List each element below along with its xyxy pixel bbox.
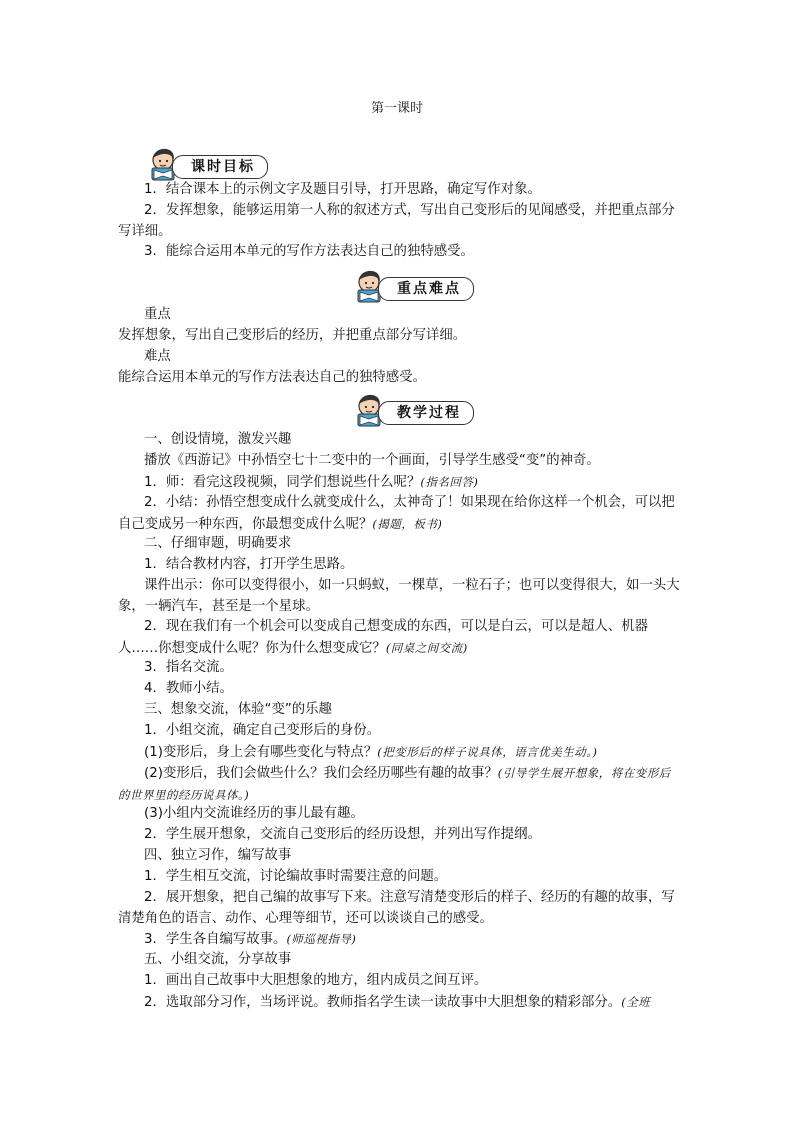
section-heading: 三、想象交流，体验“变”的乐趣 [144,702,332,717]
teacher-note: (把变形后的样子说具体，语言优美生动。) [377,745,598,759]
paragraph-text: 3．学生各自编写故事。 [144,932,287,947]
paragraph: 播放《西游记》中孙悟空七十二变中的一个画面，引导学生感受“变”的神奇。 [144,453,600,468]
section-heading: 五、小组交流，分享故事 [144,952,292,967]
paragraph [118,493,680,535]
objective-3: 3．能综合运用本单元的写作方法表达自己的独特感受。 [144,244,474,259]
paragraph [118,617,680,659]
page-title: 第一课时 [370,101,423,116]
objective-2: 2．发挥想象，能够运用第一人称的叙述方式，写出自己变形后的见闻感受，并把重点部分写详细。 [118,203,675,239]
paragraph: 4．教师小结。 [144,681,233,696]
paragraph-text: 1．师：看完这段视频，同学们想说些什么呢？ [144,475,421,490]
paragraph: 1．小组交流，确定自己变形后的身份。 [144,723,381,738]
teacher-note: (指名回答) [420,475,479,489]
paragraph: 课件出示：你可以变得很小，如一只蚂蚁，一棵草，一粒石子；也可以变得很大，如一头大象，一辆汽车，甚至是一个星球。 [118,578,680,614]
paragraph: 2．学生展开想象，交流自己变形后的经历设想，并列出写作提纲。 [144,827,541,842]
section-badge-key-points [354,274,466,304]
key-point-heading: 重点 [144,307,171,322]
badge-label: 课时目标 [172,155,268,179]
paragraph: 2．展开想象，把自己编的故事写下来。注意写清楚变形后的样子、经历的有趣的故事，写清楚角色的语言、动作、心理等细节，还可以谈谈自己的感受。 [118,890,675,926]
objective-1: 1．结合课本上的示例文字及题目引导，打开思路，确定写作对象。 [144,182,541,197]
badge-label: 重点难点 [378,277,474,301]
paragraph: 1．画出自己故事中大胆想象的地方，组内成员之间互评。 [144,973,488,988]
paragraph-text: (2)变形后，我们会做些什么？我们会经历哪些有趣的故事？ [144,766,498,781]
section-heading: 四、独立习作，编写故事 [144,848,292,863]
difficulty-text: 能综合运用本单元的写作方法表达自己的独特感受。 [118,370,426,385]
teacher-note: (同桌之间交流) [385,640,468,655]
section-heading: 一、创设情境，激发兴趣 [144,432,292,447]
teacher-note: (揭题，板书) [372,516,443,531]
paragraph [118,472,680,494]
paragraph [118,929,680,951]
paragraph: (3)小组内交流谁经历的事儿最有趣。 [144,806,364,821]
paragraph-text: (1)变形后，身上会有哪些变化与特点？ [144,745,378,760]
difficulty-heading: 难点 [144,349,171,364]
paragraph [118,992,680,1014]
paragraph-text: 2．小结：孙悟空想变成什么就变成什么，太神奇了！如果现在给你这样一个机会，可以把自己变成另一种东西，你最想变成什么呢？ [118,495,675,532]
section-badge-objectives [148,152,258,182]
paragraph-text: 2．选取部分习作，当场评说。教师指名学生读一读故事中大胆想象的精彩部分。 [144,995,622,1010]
badge-label: 教学过程 [378,401,474,425]
teacher-note: (引导学生展开想象，将在变形后的世界里的经历说具体。) [118,766,671,802]
teacher-note: (全班 [621,995,651,1009]
paragraph: 1．结合教材内容，打开学生思路。 [144,557,354,572]
paragraph: 3．指名交流。 [144,660,233,675]
teacher-note: (师巡视指导) [286,932,357,946]
section-heading: 二、仔细审题，明确要求 [144,536,292,551]
paragraph [118,763,680,806]
paragraph [118,742,680,764]
paragraph-text: 2．现在我们有一个机会可以变成自己想变成的东西，可以是白云，可以是超人、机器人……你想变成什么呢？你为什么想变成它？ [118,619,648,656]
key-point-text: 发挥想象，写出自己变形后的经历，并把重点部分写详细。 [118,328,467,343]
paragraph: 1．学生相互交流，讨论编故事时需要注意的问题。 [144,869,448,884]
section-badge-process [354,398,466,428]
